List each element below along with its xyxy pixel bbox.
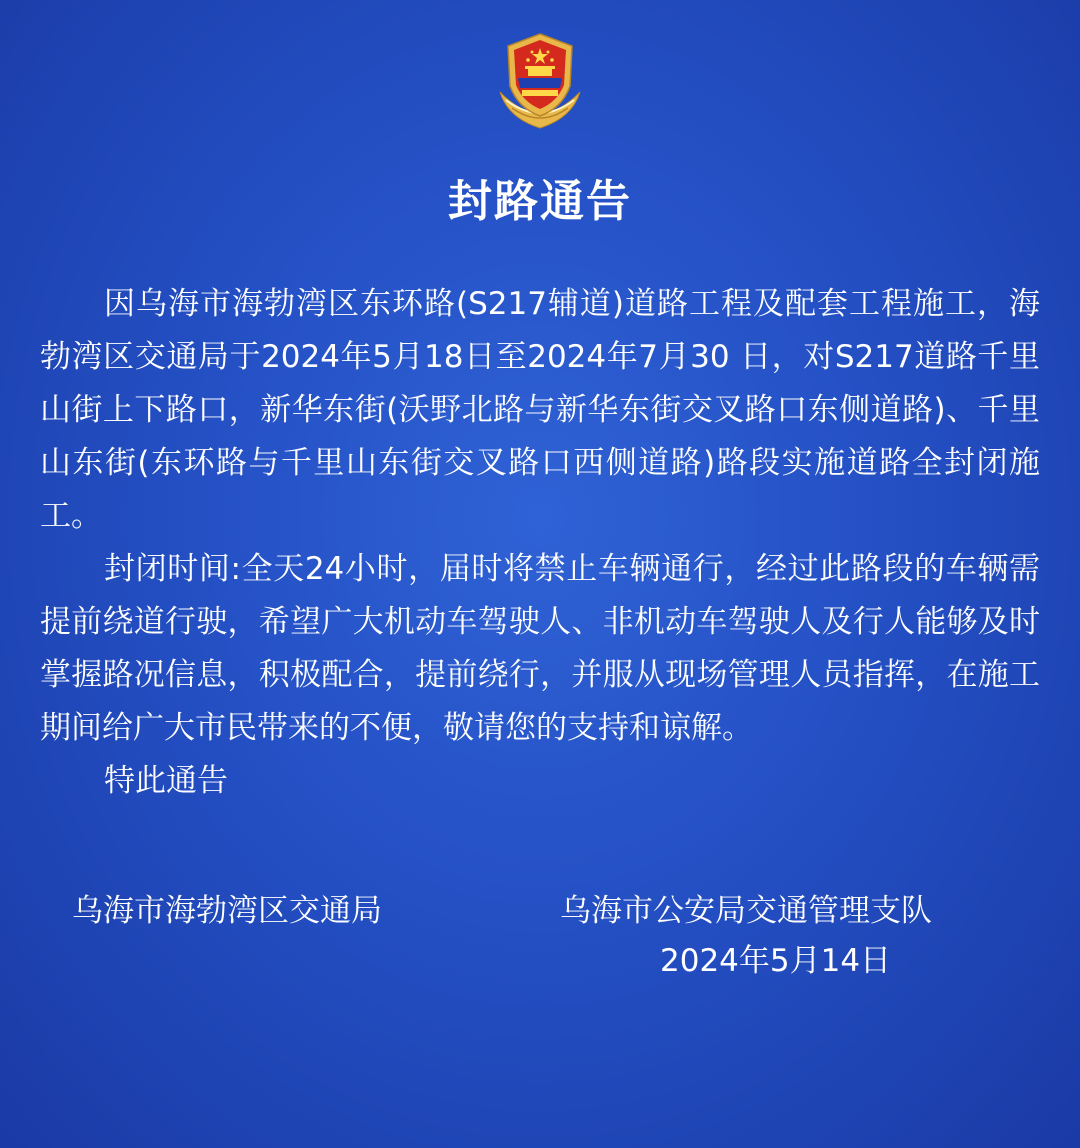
signature-left-org: 乌海市海勃湾区交通局 (72, 893, 382, 929)
signature-right (560, 886, 1000, 986)
notice-paragraph-1: 因乌海市海勃湾区东环路(S217辅道)道路工程及配套工程施工，海勃湾区交通局于2024年5月18日至2024年7月30 日，对S217道路千里山街上下路口，新华东街(沃野北路与新华东街交叉路口东侧道路)、千里山东街(东环路与千里山东街交叉路口西侧道路)路段实施道路全封闭施工。 (40, 286, 1040, 534)
signature-date: 2024年5月14日 (660, 943, 892, 979)
page-title: 封路通告 (448, 176, 632, 227)
notice-paragraph-2: 封闭时间:全天24小时，届时将禁止车辆通行，经过此路段的车辆需提前绕道行驶，希望广大机动车驾驶人、非机动车驾驶人及行人能够及时掌握路况信息，积极配合，提前绕行，并服从现场管理人员指挥，在施工期间给广大市民带来的不便，敬请您的支持和谅解。 (40, 551, 1040, 746)
signature-right-org: 乌海市公安局交通管理支队 (560, 893, 932, 929)
police-badge-icon (492, 30, 588, 130)
notice-body (40, 278, 1040, 808)
notice-closing: 特此通告 (104, 763, 228, 799)
